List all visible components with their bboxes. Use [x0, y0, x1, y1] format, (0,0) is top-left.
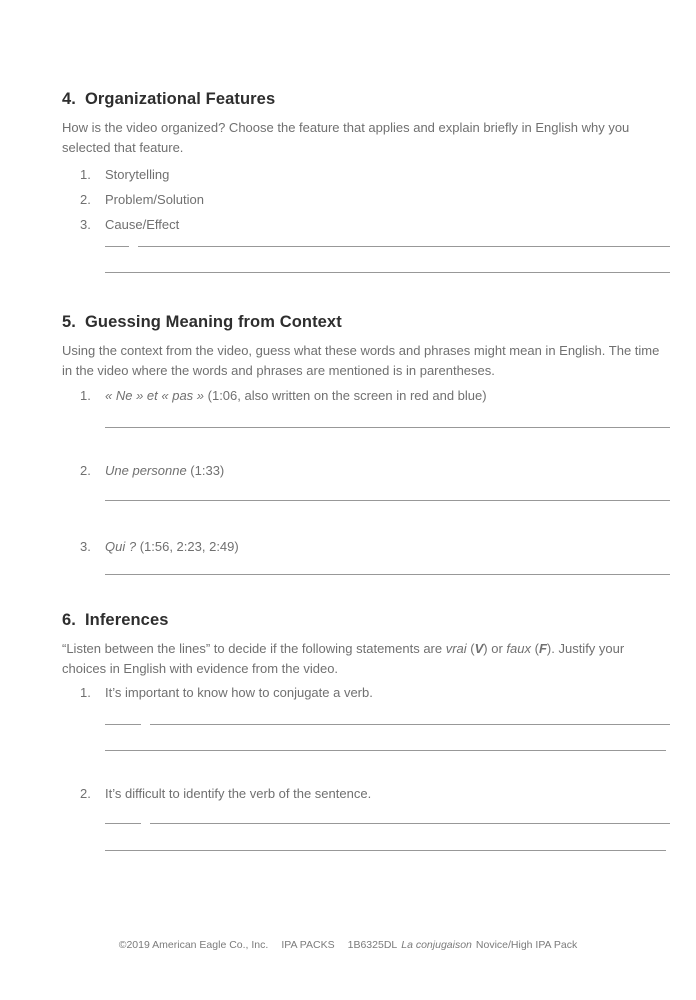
section-5-instructions: Using the context from the video, guess what these words and phrases might mean in English. The time in the video where the words and phrases are mentioned is in parentheses.: [62, 343, 660, 378]
vrai-italic: vrai: [445, 641, 467, 656]
section-4-number: 4.: [62, 90, 76, 108]
french-phrase: « Ne » et « pas »: [105, 388, 205, 403]
answer-blank-long: [150, 823, 670, 824]
answer-blank-full: [105, 427, 670, 428]
statement-item: [62, 785, 670, 802]
answer-row: [105, 823, 670, 824]
answer-blank-full: [105, 750, 666, 751]
v-bold-italic: V: [474, 641, 484, 656]
section-4-title: Organizational Features: [84, 90, 276, 108]
list-item: [62, 191, 670, 208]
statement-item: [62, 684, 670, 701]
faux-italic: faux: [506, 641, 531, 656]
section-4-heading: [62, 90, 670, 108]
section-5-number: 5.: [62, 313, 76, 331]
footer-product-code: 1B6325DL: [347, 939, 398, 951]
footer-copyright: ©2019 American Eagle Co., Inc.: [118, 939, 269, 951]
answer-blank-short: [105, 724, 141, 725]
timestamp-note: (1:06, also written on the screen in red and blue): [207, 388, 487, 403]
section-6-title: Inferences: [84, 611, 169, 629]
answer-blank-full: [105, 272, 670, 273]
instructions-text: ). Justify your choices in English with evidence from the video.: [62, 641, 625, 676]
instructions-text: “Listen between the lines” to decide if the following statements are: [62, 641, 446, 656]
instructions-text: (: [466, 641, 475, 656]
page-footer: [0, 939, 696, 952]
list-item: [62, 216, 670, 233]
list-item-number: 2.: [80, 786, 91, 801]
list-item-label: Storytelling: [105, 167, 170, 182]
section-inferences: [62, 611, 670, 851]
vocab-item-text: [105, 538, 239, 555]
statement-text: It’s important to know how to conjugate a verb.: [105, 685, 373, 700]
footer-product-suffix: Novice/High IPA Pack: [475, 939, 578, 951]
section-4-choices: [62, 166, 670, 233]
instructions-text: (: [531, 641, 539, 656]
answer-blank-short: [105, 823, 141, 824]
section-6-instructions: [62, 639, 670, 678]
answer-blank-full: [105, 500, 670, 501]
section-6-number: 6.: [62, 611, 76, 629]
section-6-heading: [62, 611, 670, 629]
list-item-number: 3.: [80, 539, 91, 554]
f-bold-italic: F: [538, 641, 547, 656]
vocab-item-text: [105, 387, 487, 404]
section-5-title: Guessing Meaning from Context: [84, 313, 342, 331]
answer-blank-long: [138, 246, 670, 247]
section-4-instructions: How is the video organized? Choose the feature that applies and explain briefly in English why you selected that feature.: [62, 120, 630, 155]
list-item-label: Cause/Effect: [105, 217, 180, 232]
timestamp-note: (1:33): [190, 463, 225, 478]
vocab-item: [62, 387, 670, 404]
section-guessing-meaning: [62, 313, 670, 575]
list-item-label: Problem/Solution: [105, 192, 204, 207]
section-organizational-features: [62, 90, 670, 273]
answer-row: [105, 724, 670, 725]
list-item-number: 1.: [80, 167, 91, 182]
timestamp-note: (1:56, 2:23, 2:49): [139, 539, 239, 554]
vocab-item: [62, 538, 670, 555]
answer-row: [105, 246, 670, 247]
list-item: [62, 166, 670, 183]
section-5-heading: [62, 313, 670, 331]
french-phrase: Qui ?: [105, 539, 137, 554]
list-item-number: 2.: [80, 463, 91, 478]
footer-series: IPA PACKS: [281, 939, 335, 951]
list-item-number: 1.: [80, 388, 91, 403]
footer-product-title: La conjugaison: [401, 939, 472, 951]
instructions-text: ) or: [483, 641, 507, 656]
vocab-item-text: [105, 462, 224, 479]
list-item-number: 2.: [80, 192, 91, 207]
french-phrase: Une personne: [105, 463, 187, 478]
list-item-number: 3.: [80, 217, 91, 232]
list-item-number: 1.: [80, 685, 91, 700]
statement-text: It’s difficult to identify the verb of the sentence.: [105, 786, 372, 801]
answer-blank-full: [105, 574, 670, 575]
answer-blank-short: [105, 246, 129, 247]
answer-blank-long: [150, 724, 670, 725]
answer-blank-full: [105, 850, 666, 851]
vocab-item: [62, 462, 670, 479]
